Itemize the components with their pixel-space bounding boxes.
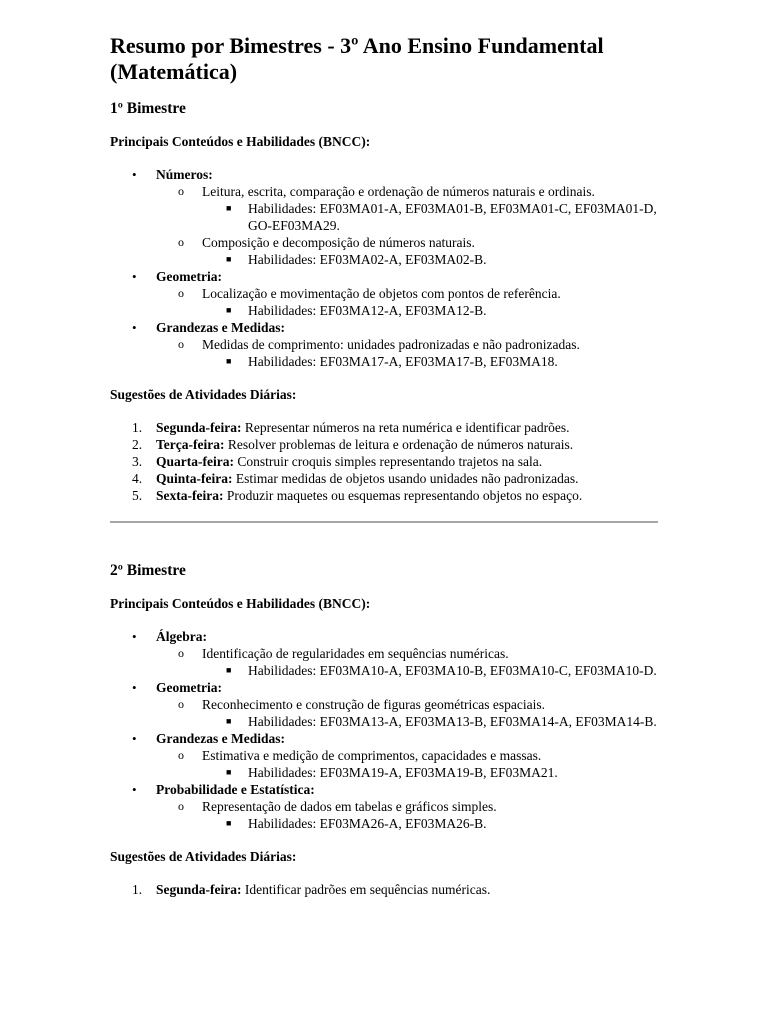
skills-text: Habilidades: EF03MA01-A, EF03MA01-B, EF03MA01-C, EF03MA01-D, GO-EF03MA29. [248, 201, 657, 233]
bullet-icon: • [132, 782, 137, 797]
bullet-icon: • [132, 680, 137, 695]
topic-name: Números: [156, 167, 213, 182]
activity-day: Quarta-feira: [156, 454, 234, 469]
skills-text: Habilidades: EF03MA13-A, EF03MA13-B, EF03MA14-A, EF03MA14-B. [248, 714, 657, 729]
activities-heading: Sugestões de Atividades Diárias: [110, 849, 297, 864]
content-text: Localização e movimentação de objetos com pontos de referência. [202, 286, 561, 301]
circle-bullet-icon: o [178, 337, 184, 351]
activity-text: Produzir maquetes ou esquemas representando objetos no espaço. [226, 488, 583, 503]
topic-name: Grandezas e Medidas: [156, 731, 285, 746]
activities-list [110, 881, 658, 898]
topic-item [110, 166, 658, 268]
bimestre-1-section [110, 99, 658, 504]
circle-bullet-icon: o [178, 286, 184, 300]
topic-item [110, 730, 658, 781]
bimestre-heading: 1º Bimestre [110, 100, 186, 117]
bullet-icon: • [132, 320, 137, 335]
topic-item [110, 319, 658, 370]
content-text: Identificação de regularidades em sequências numéricas. [202, 646, 509, 661]
circle-bullet-icon: o [178, 799, 184, 813]
skills-text: Habilidades: EF03MA26-A, EF03MA26-B. [248, 816, 487, 831]
topic-item [110, 628, 658, 679]
topic-name: Probabilidade e Estatística: [156, 782, 315, 797]
activity-text: Representar números na reta numérica e identificar padrões. [244, 420, 570, 435]
activity-item [110, 436, 658, 453]
topic-item [110, 679, 658, 730]
content-item [155, 696, 658, 730]
activity-day: Segunda-feira: [156, 420, 242, 435]
content-item [155, 285, 658, 319]
skills-text: Habilidades: EF03MA19-A, EF03MA19-B, EF03MA21. [248, 765, 558, 780]
activity-text: Estimar medidas de objetos usando unidades não padronizadas. [235, 471, 579, 486]
activity-number: 4. [132, 471, 143, 486]
content-item [155, 183, 658, 234]
activity-day: Segunda-feira: [156, 882, 242, 897]
activity-item [110, 487, 658, 504]
topic-name: Geometria: [156, 680, 222, 695]
skills-item [202, 200, 658, 234]
bullet-icon: • [132, 629, 137, 644]
skills-item [202, 815, 658, 832]
topic-name: Álgebra: [156, 629, 207, 644]
content-text: Estimativa e medição de comprimentos, capacidades e massas. [202, 748, 542, 763]
content-text: Composição e decomposição de números naturais. [202, 235, 475, 250]
square-bullet-icon: ■ [226, 767, 232, 777]
skills-text: Habilidades: EF03MA12-A, EF03MA12-B. [248, 303, 487, 318]
skills-text: Habilidades: EF03MA10-A, EF03MA10-B, EF03MA10-C, EF03MA10-D. [248, 663, 657, 678]
circle-bullet-icon: o [178, 646, 184, 660]
bullet-icon: • [132, 269, 137, 284]
activity-text: Construir croquis simples representando trajetos na sala. [237, 454, 543, 469]
topic-item [110, 268, 658, 319]
activity-day: Terça-feira: [156, 437, 225, 452]
bullet-icon: • [132, 731, 137, 746]
content-text: Leitura, escrita, comparação e ordenação de números naturais e ordinais. [202, 184, 595, 199]
activity-number: 1. [132, 882, 143, 897]
activity-item [110, 881, 658, 898]
skills-item [202, 764, 658, 781]
content-item [155, 645, 658, 679]
activities-heading: Sugestões de Atividades Diárias: [110, 387, 297, 402]
square-bullet-icon: ■ [226, 716, 232, 726]
topics-list [110, 166, 658, 370]
content-text: Representação de dados em tabelas e gráficos simples. [202, 799, 497, 814]
skills-text: Habilidades: EF03MA17-A, EF03MA17-B, EF03MA18. [248, 354, 558, 369]
topic-item [110, 781, 658, 832]
activity-day: Sexta-feira: [156, 488, 224, 503]
activities-list [110, 419, 658, 504]
topic-name: Grandezas e Medidas: [156, 320, 285, 335]
page-title: Resumo por Bimestres - 3º Ano Ensino Fundamental (Matemática) [110, 33, 604, 84]
activity-day: Quinta-feira: [156, 471, 233, 486]
activity-item [110, 419, 658, 436]
skills-item [202, 662, 658, 679]
skills-item [202, 251, 658, 268]
document-page [110, 33, 658, 898]
section-divider [110, 521, 658, 523]
content-item [155, 798, 658, 832]
activity-number: 5. [132, 488, 143, 503]
content-item [155, 234, 658, 268]
activity-text: Resolver problemas de leitura e ordenação de números naturais. [227, 437, 574, 452]
circle-bullet-icon: o [178, 748, 184, 762]
square-bullet-icon: ■ [226, 665, 232, 675]
square-bullet-icon: ■ [226, 305, 232, 315]
activity-item [110, 453, 658, 470]
contents-heading: Principais Conteúdos e Habilidades (BNCC): [110, 134, 371, 149]
circle-bullet-icon: o [178, 235, 184, 249]
square-bullet-icon: ■ [226, 203, 232, 213]
content-item [155, 747, 658, 781]
bimestre-heading: 2º Bimestre [110, 562, 186, 579]
bullet-icon: • [132, 167, 137, 182]
topic-name: Geometria: [156, 269, 222, 284]
content-item [155, 336, 658, 370]
skills-item [202, 353, 658, 370]
contents-heading: Principais Conteúdos e Habilidades (BNCC): [110, 596, 371, 611]
activity-text: Identificar padrões em sequências numéricas. [244, 882, 491, 897]
skills-text: Habilidades: EF03MA02-A, EF03MA02-B. [248, 252, 487, 267]
square-bullet-icon: ■ [226, 254, 232, 264]
circle-bullet-icon: o [178, 184, 184, 198]
topics-list [110, 628, 658, 832]
content-text: Reconhecimento e construção de figuras geométricas espaciais. [202, 697, 545, 712]
skills-item [202, 713, 658, 730]
content-text: Medidas de comprimento: unidades padronizadas e não padronizadas. [202, 337, 580, 352]
square-bullet-icon: ■ [226, 356, 232, 366]
circle-bullet-icon: o [178, 697, 184, 711]
activity-number: 2. [132, 437, 143, 452]
square-bullet-icon: ■ [226, 818, 232, 828]
skills-item [202, 302, 658, 319]
activity-item [110, 470, 658, 487]
activity-number: 3. [132, 454, 143, 469]
activity-number: 1. [132, 420, 143, 435]
bimestre-2-section [110, 561, 658, 898]
